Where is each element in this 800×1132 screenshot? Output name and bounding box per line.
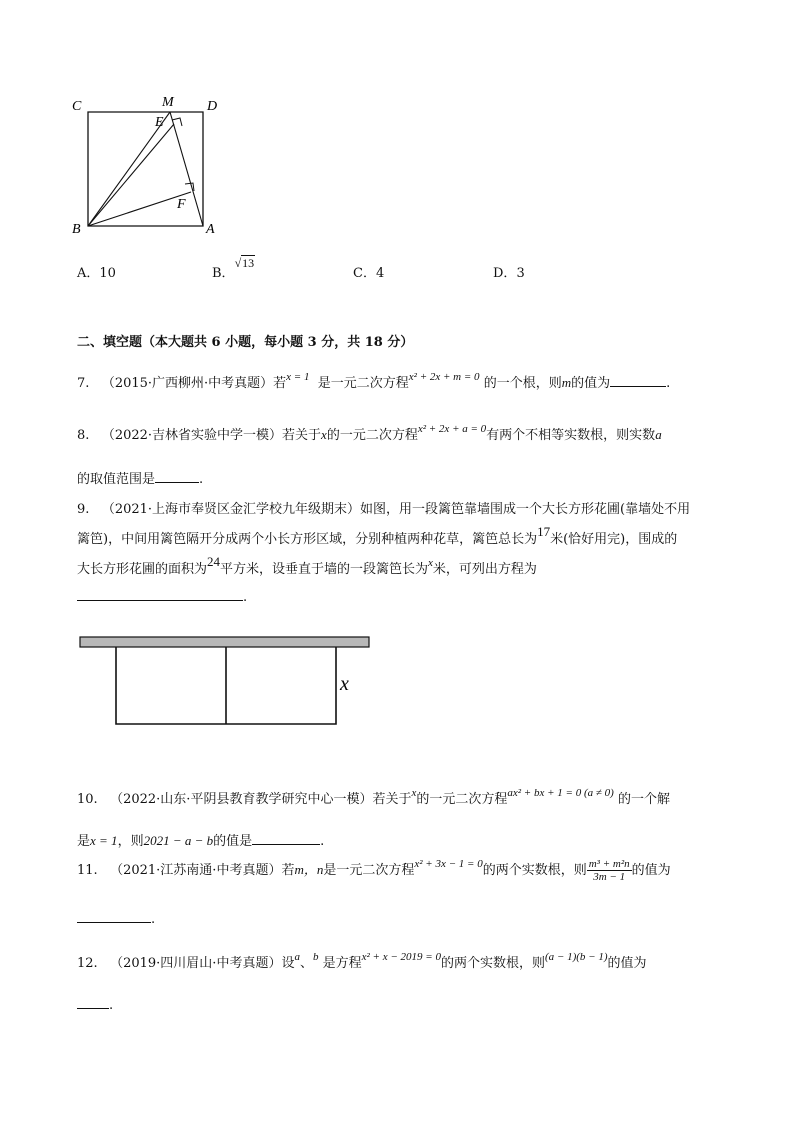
sqrt-sign: √: [234, 256, 242, 270]
square-figure: [60, 88, 240, 238]
answer-blank-7[interactable]: [610, 374, 666, 387]
option-c: C．4: [353, 266, 385, 281]
option-a: A．10: [77, 266, 116, 281]
label-C: C: [72, 99, 82, 114]
question-12-line2: .: [77, 996, 113, 1013]
answer-blank-11[interactable]: [77, 910, 151, 923]
section-heading: 二、填空题（本大题共 6 小题，每小题 3 分，共 18 分）: [77, 335, 414, 350]
fence-figure: [78, 632, 378, 732]
option-d: D．3: [493, 266, 525, 281]
question-11-line2: .: [77, 910, 155, 927]
question-9-line1: 9. （2021·上海市奉贤区金汇学校九年级期末）如图，用一段篱笆靠墙围成一个大长方形花圃(靠墙处不用: [77, 502, 691, 517]
answer-blank-9[interactable]: [77, 588, 243, 601]
question-10-line1: 10. （2022·山东·平阴县教育教学研究中心一模）若关于$^x$的一元二次方程$^{ax^2 + bx + 1 = 0 (a \ne 0)}$ 的一个解: [77, 787, 670, 807]
fraction: $\frac{\text{m³ + m²n}}{3m - 1}$: [588, 858, 630, 883]
question-10-line2: 是x = 1，则2021 − a − b的值是 .: [77, 833, 325, 849]
question-9-line4: .: [77, 588, 247, 605]
label-E: E: [155, 115, 164, 130]
label-M: M: [162, 95, 174, 110]
label-D: D: [207, 99, 218, 114]
fence-label-x: x: [340, 673, 349, 695]
label-B: B: [72, 222, 81, 237]
question-9-line3: 大长方形花圃的面积为24平方米，设垂直于墙的一段篱笆长为$^x$米，可列出方程为: [77, 554, 537, 577]
question-11-line1: 11. （2021·江苏南通·中考真题）若m，n是一元二次方程$^{x^2 + 3x - 1 = 0}$的两个实数根，则 $\frac{\text{m³ + m²n}}{3m - 1}$ 的值为: [77, 858, 671, 883]
answer-blank-8[interactable]: [155, 470, 199, 483]
option-b: B．√13: [212, 256, 255, 281]
answer-blank-10[interactable]: [252, 832, 320, 845]
label-A: A: [206, 222, 215, 237]
question-8-line1: 8. （2022·吉林省实验中学一模）若关于x的一元二次方程$^{x^2 + 2x + a = 0}$有两个不相等实数根，则实数a: [77, 423, 662, 443]
label-F: F: [177, 197, 186, 212]
wall: [80, 637, 369, 647]
answer-blank-12[interactable]: [77, 996, 109, 1009]
question-12-line1: 12. （2019·四川眉山·中考真题）设$^a$、$^b$ 是方程$^{x^2 + x - 2019 = 0}$的两个实数根，则$^{(a - 1)(b - 1)}$的值为: [77, 951, 647, 971]
question-8-line2: 的取值范围是 .: [77, 472, 204, 487]
question-9-line2: 篱笆)，中间用篱笆隔开分成两个小长方形区域，分别种植两种花草，篱笆总长为17米(恰好用完)，围成的: [77, 524, 678, 547]
question-7: 7. （2015·广西柳州·中考真题）若$^{x = 1}$ 是一元二次方程$^{x^2 + 2x + m = 0}$ 的一个根，则m的值为 .: [77, 371, 671, 391]
